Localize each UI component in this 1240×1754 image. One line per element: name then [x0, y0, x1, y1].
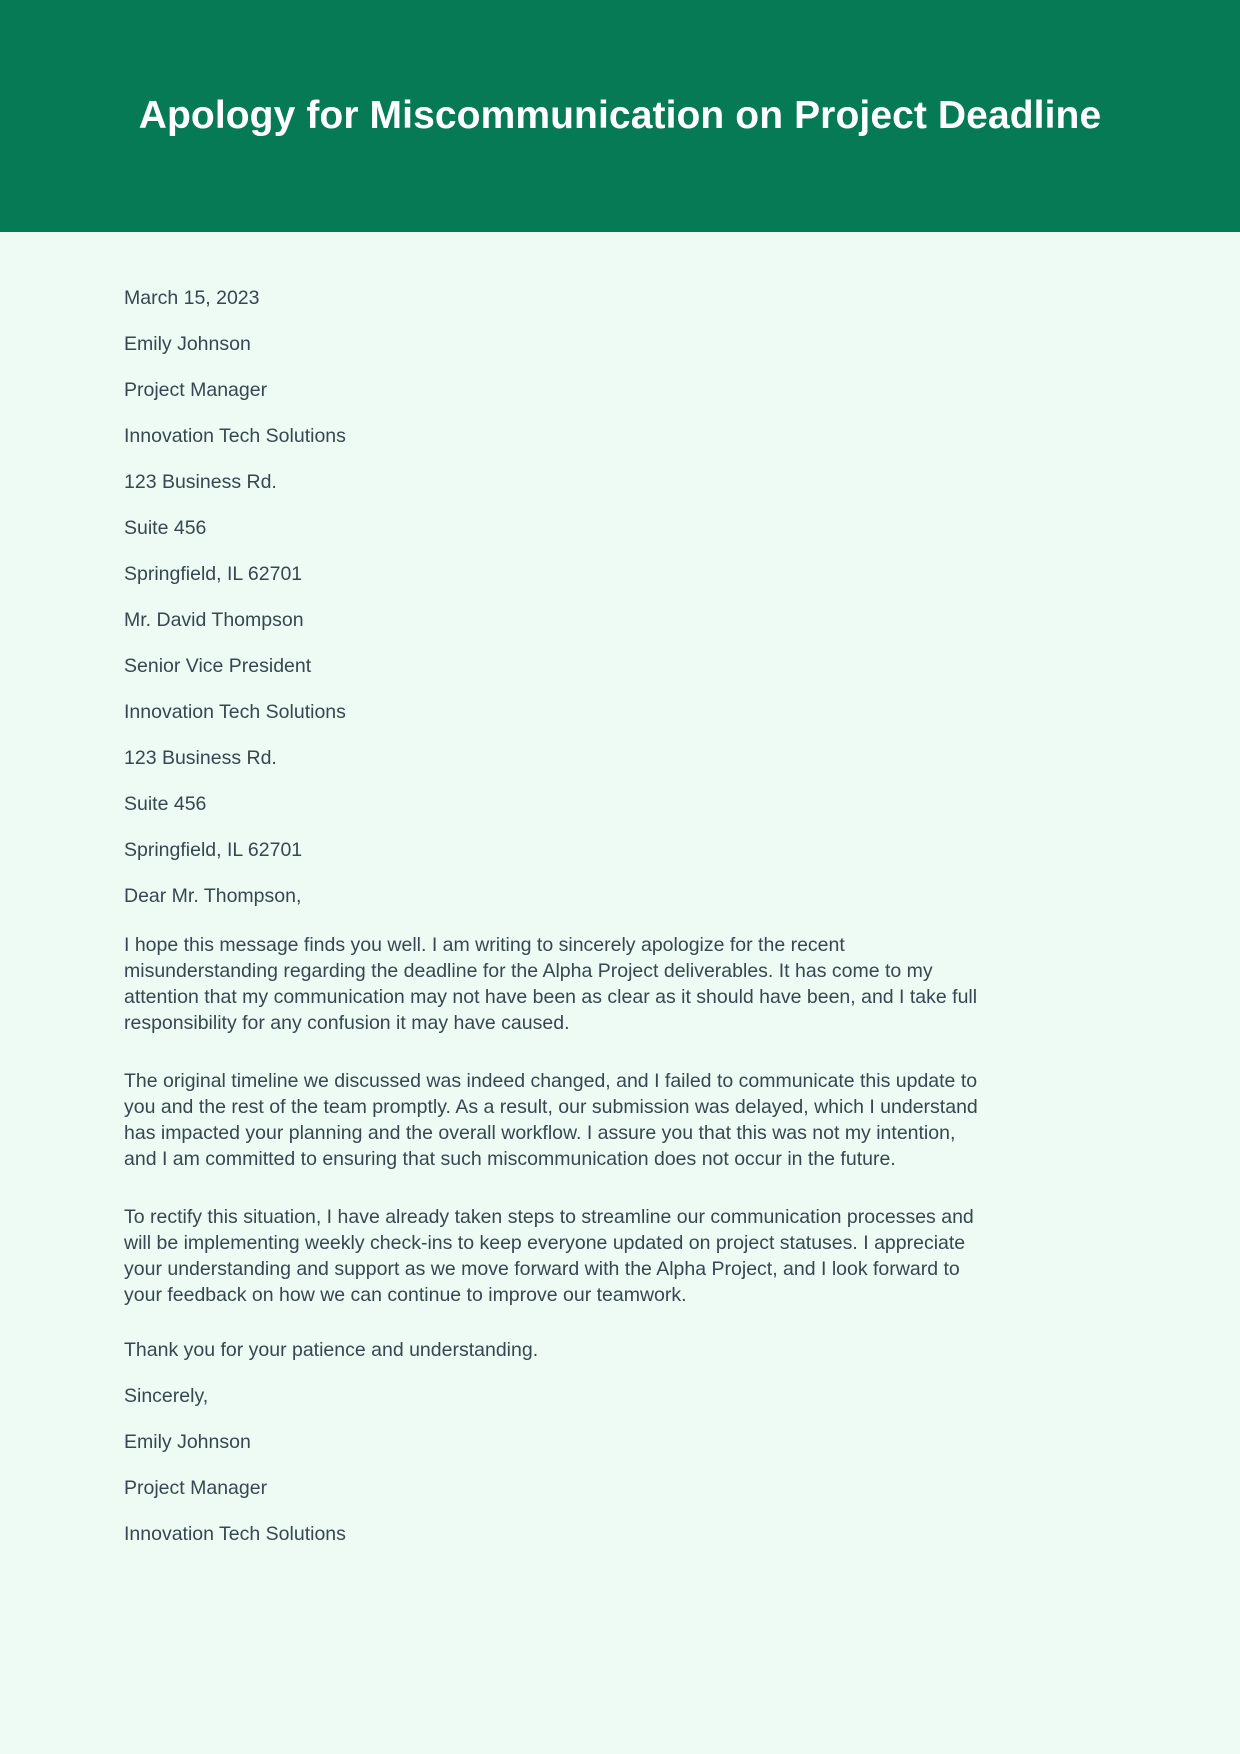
body-paragraph-1: I hope this message finds you well. I am writing to sincerely apologize for the recent misunderstanding regarding the deadline for the Alpha Project deliverables. It has come to my attention that my communication may not have been as clear as it should have been, and I take full responsibility for any confusion it may have caused. — [124, 934, 978, 1034]
thank-you-line: Thank you for your patience and understanding. — [124, 1339, 539, 1361]
signature-name: Emily Johnson — [124, 1431, 251, 1453]
signature-title: Project Manager — [124, 1477, 268, 1499]
body-paragraph-3: To rectify this situation, I have already taken steps to streamline our communication processes and will be implementing weekly check-ins to keep everyone updated on project statuses. I appreciate your understanding and support as we move forward with the Alpha Project, and I look forward to your feedback on how we can continue to improve our teamwork. — [124, 1206, 974, 1306]
recipient-company: Innovation Tech Solutions — [124, 701, 346, 723]
recipient-city-state-zip: Springfield, IL 62701 — [124, 839, 303, 861]
recipient-address-block — [124, 610, 1116, 860]
letter-body — [0, 232, 1240, 1544]
signature-company: Innovation Tech Solutions — [124, 1523, 346, 1545]
sender-suite: Suite 456 — [124, 517, 207, 539]
signature-block — [124, 1432, 1116, 1544]
closing-salutation: Sincerely, — [124, 1385, 209, 1407]
recipient-title: Senior Vice President — [124, 655, 312, 677]
sender-street: 123 Business Rd. — [124, 471, 277, 493]
page-title: Apology for Miscommunication on Project Deadline — [138, 93, 1102, 137]
sender-company: Innovation Tech Solutions — [124, 425, 346, 447]
sender-city-state-zip: Springfield, IL 62701 — [124, 563, 303, 585]
salutation: Dear Mr. Thompson, — [124, 885, 302, 907]
recipient-suite: Suite 456 — [124, 793, 207, 815]
recipient-name: Mr. David Thompson — [124, 609, 304, 631]
letter-date: March 15, 2023 — [124, 287, 260, 309]
sender-title: Project Manager — [124, 379, 268, 401]
sender-address-block — [124, 334, 1116, 584]
document-header-banner — [0, 0, 1240, 232]
recipient-street: 123 Business Rd. — [124, 747, 277, 769]
body-paragraph-2: The original timeline we discussed was indeed changed, and I failed to communicate this update to you and the rest of the team promptly. As a result, our submission was delayed, which I understand has impacted your planning and the overall workflow. I assure you that this was not my intention, and I am committed to ensuring that such miscommunication does not occur in the future. — [124, 1070, 978, 1170]
sender-name: Emily Johnson — [124, 333, 251, 355]
